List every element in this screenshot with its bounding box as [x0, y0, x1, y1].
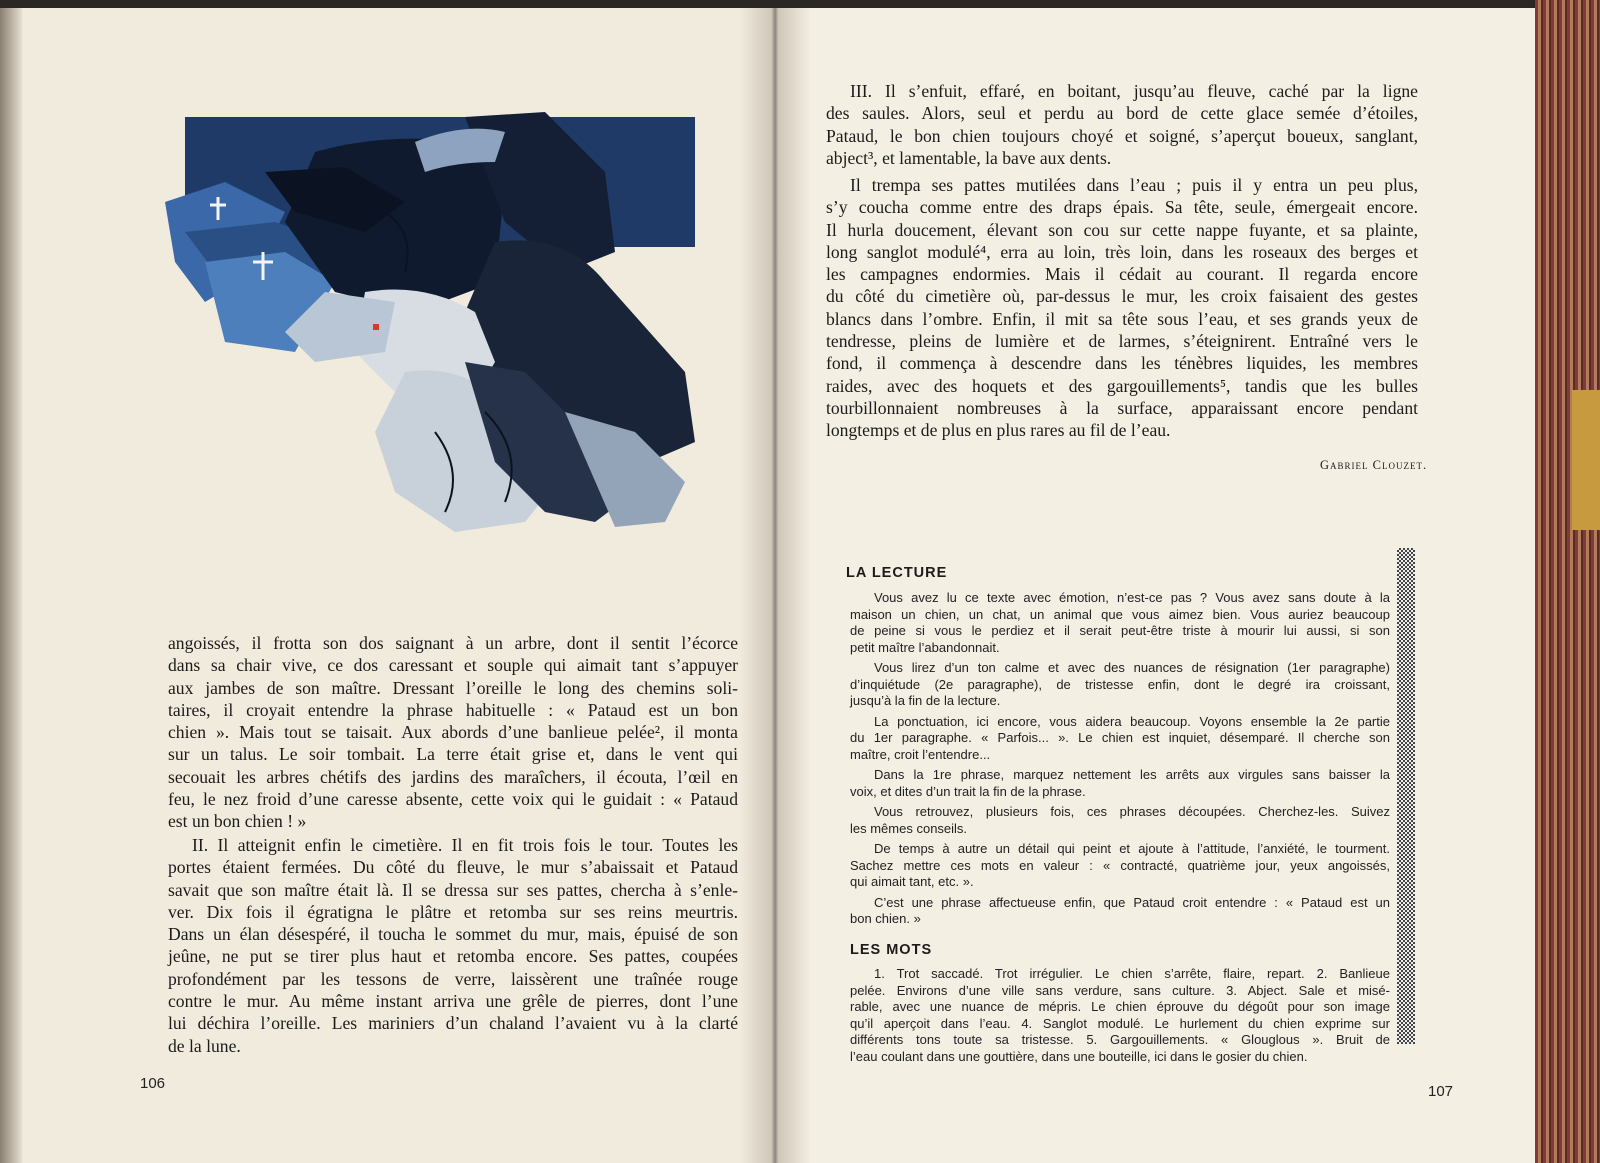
text-line: de la lune. — [168, 1035, 241, 1056]
lecture-paragraph — [850, 590, 1390, 656]
text-line: de peine si vous le perdiez et il serait peut-être triste à mourir lui aussi, si son — [850, 623, 1390, 638]
text-line: long sanglot modulé⁴, erra au loin, très loin, dans les roseaux des berges et — [826, 241, 1418, 262]
text-line: Il trempa ses pattes mutilées dans l’eau ; puis il y entra un peu plus, — [850, 175, 1418, 195]
text-line: les campagnes endormies. Mais il cédait au courant. Il regarda encore — [826, 264, 1418, 285]
text-line: tendresse, pleins de lumière et de larmes, s’éteignirent. Entraîné vers le — [826, 331, 1418, 352]
left-page-edge — [0, 8, 22, 1163]
bookmark-tab — [1572, 390, 1600, 530]
text-line: fond, il commença à descendre dans les ténèbres liquides, les membres — [826, 353, 1418, 374]
text-line: d’inquiétude (2e paragraphe), de tristesse enfin, dont le degré ira croissant, — [850, 676, 1390, 692]
text-line: ver. Dix fois il égratigna le plâtre et retomba sur ses reins meurtris. — [168, 901, 738, 922]
text-line: jusqu’à la fin de la lecture. — [850, 693, 1001, 708]
text-line: des saules. Alors, seul et perdu au bord de cette glace semée d’étoiles, — [826, 103, 1418, 124]
text-line: chien ». Mais tout se taisait. Aux abords d’une banlieue pelée², il monta — [168, 722, 738, 743]
text-line: lui déchira l’oreille. Les mariniers d’un chaland l’avaient vu à la clarté — [168, 1013, 738, 1034]
book-gutter — [740, 8, 810, 1163]
text-line: Dans la 1re phrase, marquez nettement les arrêts aux virgules sans baisser la — [874, 767, 1390, 782]
page-block-edge — [1535, 0, 1600, 1163]
text-line: qu’il aperçoit dans l’eau. 4. Sanglot modulé. Le hurlement du chien exprime sur — [850, 1015, 1390, 1031]
dog-illustration — [165, 112, 705, 537]
lecture-paragraph — [850, 660, 1390, 710]
text-line: profondément par les tessons de verre, laissèrent une traînée rouge — [168, 968, 738, 989]
text-line: du 1er paragraphe. « Parfois... ». Le chien est inquiet, désemparé. Il cherche son — [850, 730, 1390, 745]
text-line: aux jambes de son maître. Dressant l’oreille le long des chemins soli- — [168, 677, 738, 698]
text-line: II. Il atteignit enfin le cimetière. Il en fit trois fois le tour. Toutes les — [192, 835, 738, 855]
text-line: dans sa chair vive, ce dos caressant et souple qui aimait tant s’appuyer — [168, 655, 738, 676]
text-line: du côté du cimetière où, par-dessus le mur, les croix faisaient des gestes — [826, 286, 1418, 307]
text-line: Vous avez lu ce texte avec émotion, n’est-ce pas ? Vous avez sans doute à la — [874, 590, 1390, 605]
lecture-paragraph — [850, 714, 1390, 764]
lecture-paragraph — [850, 841, 1390, 891]
text-line: Pataud, le bon chien toujours choyé et soigné, s’aperçut boueux, sanglant, — [826, 125, 1418, 146]
passage-paragraph-3 — [826, 80, 1418, 169]
text-line: C’est une phrase affectueuse enfin, que Pataud croit entendre : « Pataud est un — [874, 894, 1390, 910]
text-line: abject³, et lamentable, la bave aux dents. — [826, 147, 1112, 168]
text-line: feu, le nez froid d’une caresse absente, cette voix qui le guidait : « Pataud — [168, 789, 738, 810]
text-line: pelée. Environs d’une ville sans verdure, sans culture. 3. Abject. Sale et misé- — [850, 982, 1390, 998]
text-line: sur un talus. Le soir tombait. La terre était grise et, dans le vent qui — [168, 744, 738, 765]
decorative-checker-bar — [1397, 548, 1415, 1044]
author-signature: Gabriel Clouzet. — [1320, 458, 1428, 472]
text-line: petit maître l’abandonnait. — [850, 639, 1000, 655]
text-line: maison un chien, un chat, un animal que vous aimez bien. Vous auriez beaucoup — [850, 606, 1390, 622]
text-line: La ponctuation, ici encore, vous aidera beaucoup. Voyons ensemble la 2e partie — [874, 713, 1390, 729]
text-line: s’y coucha comme entre des draps épais. Sa tête, seule, émergeait encore. — [826, 197, 1418, 218]
text-line: savait que son maître était là. Il se dressa sur ses pattes, chercha à s’enle- — [168, 879, 738, 900]
lecture-paragraph — [850, 804, 1390, 837]
text-line: Dans un élan désespéré, il toucha le sommet du mur, mais, épuisé de son — [168, 924, 738, 945]
passage-paragraph-4 — [826, 174, 1418, 442]
passage-paragraph-1 — [168, 632, 738, 833]
text-line: différents tons toute sa tristesse. 5. Gargouillements. « Glouglous ». Bruit de — [850, 1032, 1390, 1047]
text-line: Sachez mettre ces mots en valeur : « contracté, quatrième jour, yeux angoissés, — [850, 857, 1390, 873]
text-line: secouait les arbres chétifs des jardins des maraîchers, il écouta, l’œil en — [168, 766, 738, 787]
mots-heading: LES MOTS — [850, 942, 933, 958]
text-line: raides, avec des hoquets et des gargouillements⁵, tandis que les bulles — [826, 375, 1418, 396]
text-line: III. Il s’enfuit, effaré, en boitant, jusqu’au fleuve, caché par la ligne — [850, 81, 1418, 101]
lecture-paragraph — [850, 767, 1390, 800]
text-line: Vous lirez d’un ton calme et avec des nuances de résignation (1er paragraphe) — [874, 660, 1390, 675]
text-line: 1. Trot saccadé. Trot irrégulier. Le chien s’arrête, flaire, repart. 2. Banlieue — [874, 966, 1390, 981]
text-line: maître, croit l’entendre... — [850, 746, 991, 762]
text-line: tourbillonnaient nombreuses à la surface, apparaissant encore pendant — [826, 397, 1418, 418]
lecture-paragraph — [850, 895, 1390, 928]
text-line: De temps à autre un détail qui peint et ajoute à l’attitude, l’anxiété, le tourment. — [874, 841, 1390, 856]
text-line: les mêmes conseils. — [850, 820, 968, 836]
text-line: jeûne, ne put se tirer plus haut et retomba encore. Ses pattes, coupées — [168, 946, 738, 967]
text-line: bon chien. » — [850, 911, 921, 926]
text-line: Vous retrouvez, plusieurs fois, ces phrases découpées. Cherchez-les. Suivez — [874, 804, 1390, 819]
lecture-section — [850, 590, 1390, 932]
text-line: contre le mur. Au même instant arriva une grêle de pierres, dont l’une — [168, 991, 738, 1012]
passage-paragraph-2 — [168, 834, 738, 1057]
text-line: rable, avec une nuance de mépris. Le chien éprouve du dégoût pour son image — [850, 999, 1390, 1014]
text-line: voix, et dites d’un trait la fin de la phrase. — [850, 783, 1086, 799]
text-line: portes étaient fermées. Du côté du fleuve, le mur s’abaissait et Pataud — [168, 857, 738, 878]
lecture-heading: LA LECTURE — [846, 565, 948, 581]
text-line: taires, il croyait entendre la phrase habituelle : « Pataud est un bon — [168, 699, 738, 720]
text-line: longtemps et de plus en plus rares au fil de l’eau. — [826, 420, 1171, 441]
mots-section — [850, 966, 1390, 1065]
page-number-right: 107 — [1428, 1083, 1454, 1100]
text-line: l’eau coulant dans une gouttière, dans une bouteille, ici dans le gosier du chien. — [850, 1048, 1308, 1064]
text-line: Il hurla doucement, élevant son cou sur cette nappe fuyante, et sa plainte, — [826, 219, 1418, 240]
page-number-left: 106 — [140, 1075, 166, 1092]
text-line: est un bon chien ! » — [168, 811, 307, 832]
text-line: blancs dans l’ombre. Enfin, il mit sa tête sous l’eau, et ses grands yeux de — [826, 308, 1418, 329]
text-line: qui aimait tant, etc. ». — [850, 874, 974, 889]
text-line: angoissés, il frotta son dos saignant à un arbre, dont il sentit l’écorce — [168, 633, 738, 653]
